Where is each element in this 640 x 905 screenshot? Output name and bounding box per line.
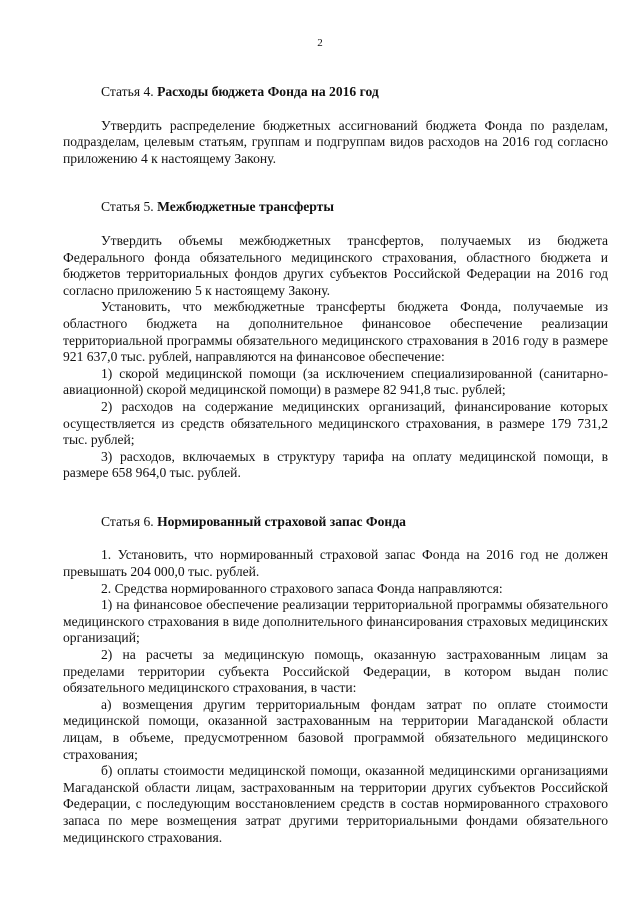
article-5-item-3: 3) расходов, включаемых в структуру тарифа на оплату медицинской помощи, в размере 658 964,0 тыс. рублей. bbox=[63, 448, 608, 481]
article-4-heading bbox=[63, 84, 608, 101]
article-4-prefix: Статья 4. bbox=[101, 84, 158, 99]
article-5-heading bbox=[63, 199, 608, 216]
article-5-item-1: 1) скорой медицинской помощи (за исключением специализированной (санитарно-авиационной) скорой медицинской помощи) в размере 82 941,8 тыс. рублей; bbox=[63, 365, 608, 398]
document-body bbox=[63, 84, 608, 846]
article-5-paragraph-1: Утвердить объемы межбюджетных трансфертов, получаемых из бюджета Федерального фонда обязательного медицинского страхования, областного бюджета и бюджетов территориальных фондов других субъектов Российской Федерации на 2016 год согласно приложению 5 к настоящему Закону. bbox=[63, 232, 608, 298]
article-5-paragraph-2: Установить, что межбюджетные трансферты бюджета Фонда, получаемые из областного бюджета на дополнительное финансовое обеспечение реализации территориальной программы обязательного медицинского страхования в 2016 году в размере 921 637,0 тыс. рублей, направляются на финансовое обеспечение: bbox=[63, 299, 608, 365]
article-6-prefix: Статья 6. bbox=[101, 513, 158, 529]
article-6-subitem-a: а) возмещения другим территориальным фондам затрат по оплате стоимости медицинской помощи, оказанной застрахованным на территории Магаданской области лицам, в объеме, предусмотренном базовой программой обязательного медицинского страхования; bbox=[63, 696, 608, 762]
article-6-paragraph-2: 2. Средства нормированного страхового запаса Фонда направляются: bbox=[101, 580, 503, 596]
article-6-item-1: 1) на финансовое обеспечение реализации территориальной программы обязательного медицинского страхования в виде дополнительного финансирования страховых медицинских организаций; bbox=[63, 597, 608, 646]
article-6-item-2: 2) на расчеты за медицинскую помощь, оказанную застрахованным лицам за пределами территории субъекта Российской Федерации, в котором выдан полис обязательного медицинского страхования, в части: bbox=[63, 647, 608, 696]
article-5-title: Межбюджетные трансферты bbox=[157, 199, 334, 215]
article-6-subitem-b: б) оплаты стоимости медицинской помощи, оказанной медицинскими организациями Магаданской области лицам, застрахованным на территории других субъектов Российской Федерации, с последующим восстановлением средств в состав нормированного страхового запаса по мере возмещения затрат другими территориальными фондами обязательного медицинского страхования. bbox=[63, 763, 608, 845]
article-4-title: Расходы бюджета Фонда на 2016 год bbox=[157, 84, 379, 99]
article-5-prefix: Статья 5. bbox=[101, 199, 158, 215]
article-6-title: Нормированный страховой запас Фонда bbox=[157, 513, 406, 529]
article-6-heading bbox=[63, 514, 608, 531]
article-5-item-2: 2) расходов на содержание медицинских организаций, финансирование которых осуществляется из средств обязательного медицинского страхования, в размере 179 731,2 тыс. рублей; bbox=[63, 398, 608, 448]
page-number: 2 bbox=[317, 37, 323, 49]
article-4-paragraph-1: Утвердить распределение бюджетных ассигнований бюджета Фонда по разделам, подразделам, целевым статьям, группам и подгруппам видов расходов на 2016 год согласно приложению 4 к настоящему Закону. bbox=[63, 117, 608, 166]
article-6-paragraph-1: 1. Установить, что нормированный страховой запас Фонда на 2016 год не должен превышать 204 000,0 тыс. рублей. bbox=[63, 547, 608, 580]
